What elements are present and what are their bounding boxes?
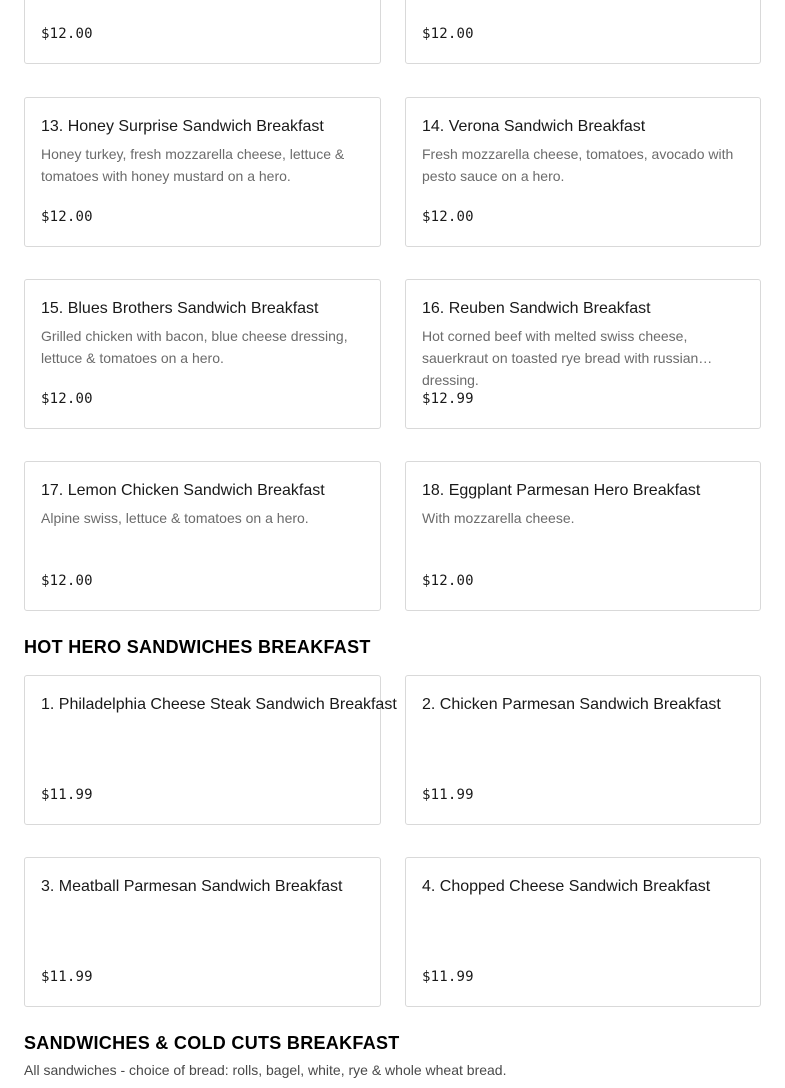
menu-item-card[interactable]: [24, 461, 381, 611]
menu-item-price: $12.00: [41, 209, 93, 225]
menu-item-price: $11.99: [41, 969, 93, 985]
menu-item-description: Alpine swiss, lettuce & tomatoes on a hero.: [41, 510, 309, 526]
menu-item-price: $11.99: [41, 787, 93, 803]
menu-item-price: $12.00: [41, 391, 93, 407]
menu-item-card[interactable]: [405, 279, 761, 429]
menu-item-name: 14. Verona Sandwich Breakfast: [422, 118, 646, 135]
menu-item-card[interactable]: [405, 0, 761, 64]
menu-item-name: 15. Blues Brothers Sandwich Breakfast: [41, 300, 319, 317]
menu-item-card[interactable]: [405, 97, 761, 247]
menu-item-name: 13. Honey Surprise Sandwich Breakfast: [41, 118, 324, 135]
menu-item-description: Hot corned beef with melted swiss cheese, sauerkraut on toasted rye bread with russian dressing.: [422, 328, 699, 388]
menu-item-card[interactable]: [24, 0, 381, 64]
section-title: HOT HERO SANDWICHES BREAKFAST: [24, 637, 371, 657]
menu-item-card[interactable]: [24, 857, 381, 1007]
menu-item-price: $12.99: [422, 391, 474, 407]
menu-item-description: With mozzarella cheese.: [422, 510, 575, 526]
menu-item-card[interactable]: [405, 857, 761, 1007]
menu-item-price: $12.00: [41, 573, 93, 589]
menu-item-name: 4. Chopped Cheese Sandwich Breakfast: [422, 878, 711, 895]
menu-item-card[interactable]: [24, 675, 397, 825]
menu-item-price: $11.99: [422, 969, 474, 985]
menu-item-price: $12.00: [422, 209, 474, 225]
menu-item-description: Honey turkey, fresh mozzarella cheese, lettuce & tomatoes with honey mustard on a hero.: [41, 146, 345, 184]
menu-item-name: 1. Philadelphia Cheese Steak Sandwich Breakfast: [41, 696, 397, 713]
menu-item-name: 18. Eggplant Parmesan Hero Breakfast: [422, 482, 701, 499]
menu-item-price: $12.00: [422, 573, 474, 589]
menu-item-card[interactable]: [24, 279, 381, 429]
menu-item-card[interactable]: [24, 97, 381, 247]
menu-item-name: 3. Meatball Parmesan Sandwich Breakfast: [41, 878, 343, 895]
menu-item-card[interactable]: [405, 461, 761, 611]
menu-item-name: 16. Reuben Sandwich Breakfast: [422, 300, 651, 317]
menu-item-price: $11.99: [422, 787, 474, 803]
menu-item-price: $12.00: [41, 26, 93, 42]
menu-item-price: $12.00: [422, 26, 474, 42]
menu-item-name: 17. Lemon Chicken Sandwich Breakfast: [41, 482, 325, 499]
section-subtitle: All sandwiches - choice of bread: rolls, bagel, white, rye & whole wheat bread.: [24, 1062, 507, 1078]
section-title: SANDWICHES & COLD CUTS BREAKFAST: [24, 1033, 400, 1053]
menu-item-name: 2. Chicken Parmesan Sandwich Breakfast: [422, 696, 721, 713]
menu-item-card[interactable]: [405, 675, 761, 825]
menu-item-description: Grilled chicken with bacon, blue cheese dressing, lettuce & tomatoes on a hero.: [41, 328, 348, 366]
menu-item-description: Fresh mozzarella cheese, tomatoes, avocado with pesto sauce on a hero.: [422, 146, 734, 184]
